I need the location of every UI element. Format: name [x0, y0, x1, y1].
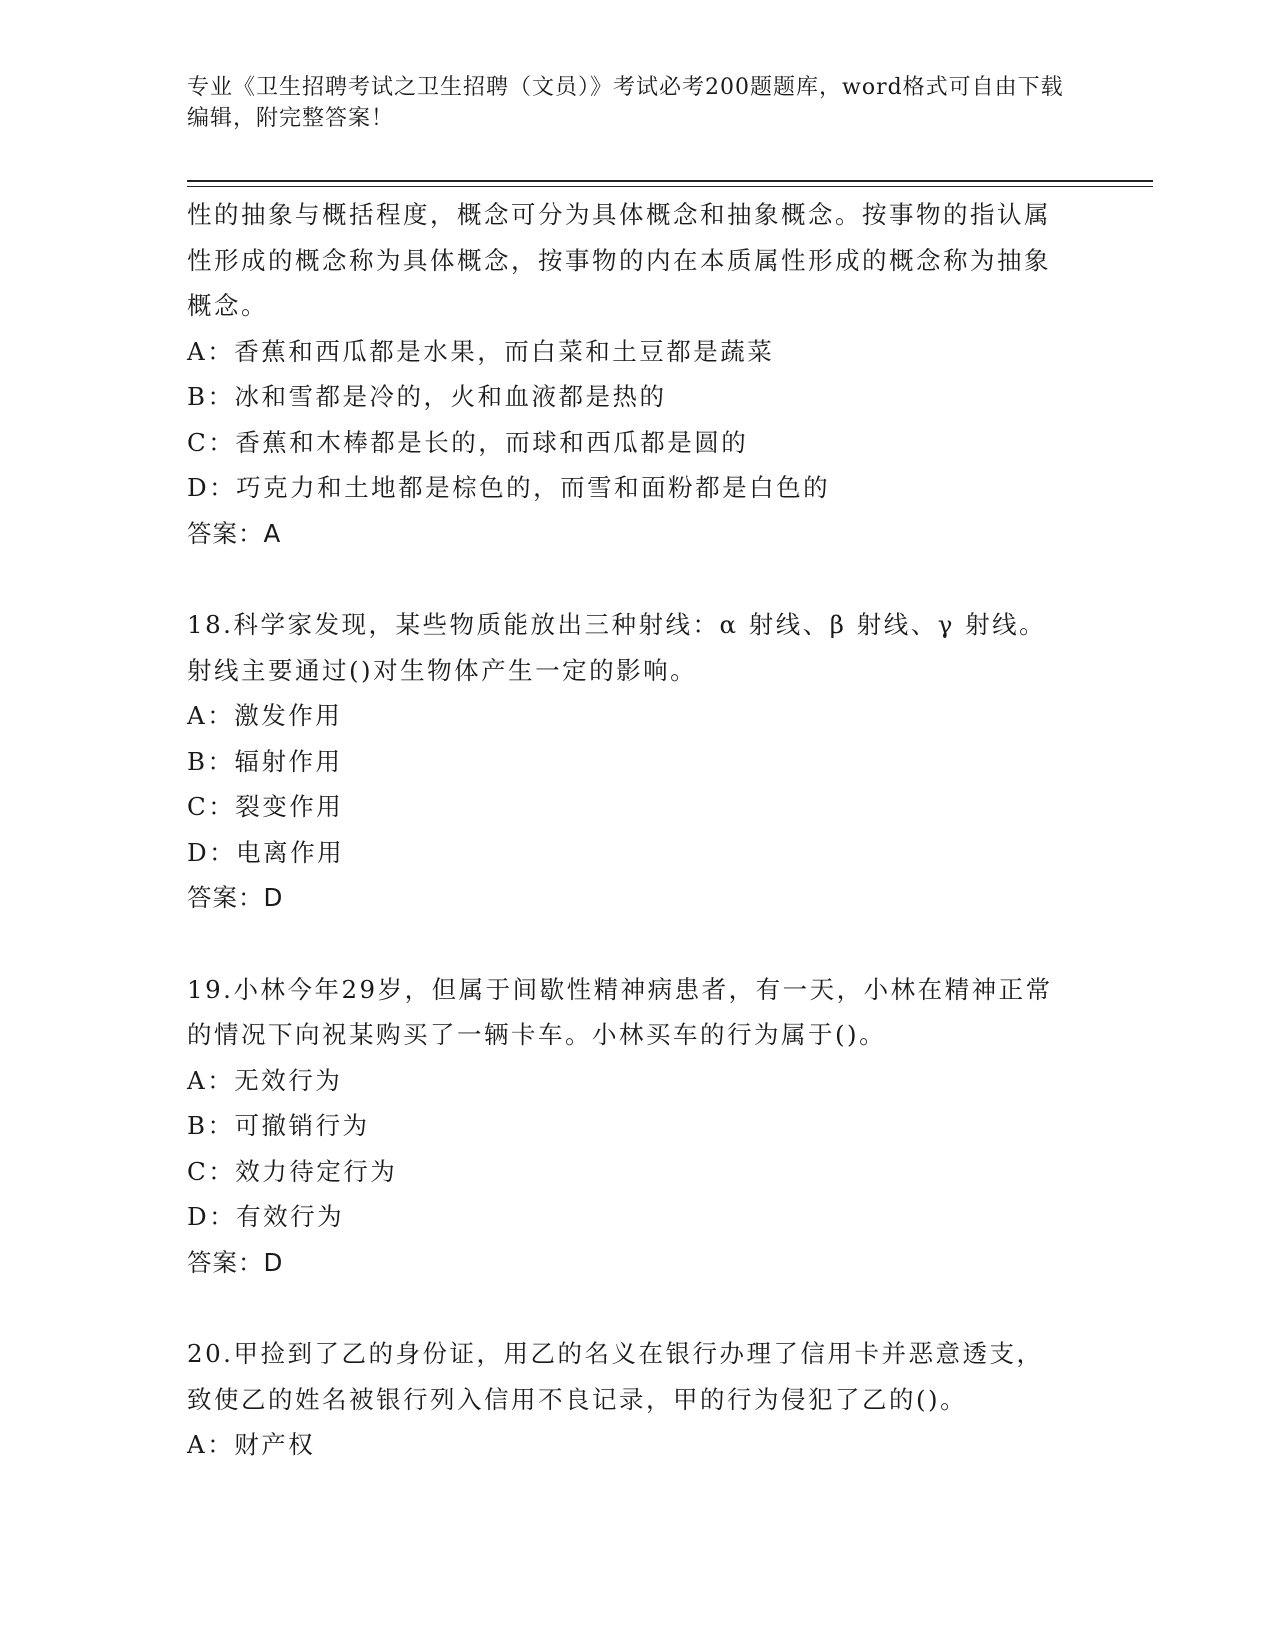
option-d: D：巧克力和土地都是棕色的，而雪和面粉都是白色的 [187, 473, 831, 502]
document-header: 专业《卫生招聘考试之卫生招聘（文员）》考试必考200题题库，word格式可自由下载编辑，附完整答案！ [187, 75, 1064, 131]
question-text: 性的抽象与概括程度，概念可分为具体概念和抽象概念。按事物的指认属性形成的概念称为具体概念，按事物的内在本质属性形成的概念称为抽象概念。 [187, 200, 1051, 320]
header-divider-bottom [187, 186, 1153, 187]
question-stem: 20.甲捡到了乙的身份证，用乙的名义在银行办理了信用卡并恶意透支，致使乙的姓名被银行列入信用不良记录，甲的行为侵犯了乙的()。 [187, 1339, 1044, 1414]
option-c: C：裂变作用 [187, 792, 344, 821]
question-19 [187, 967, 1067, 1286]
option-a: A：激发作用 [187, 701, 343, 730]
header-divider-top [187, 180, 1153, 182]
document-body [187, 192, 1067, 1468]
option-c: C：效力待定行为 [187, 1156, 398, 1186]
option-b: B：冰和雪都是冷的，火和血液都是热的 [187, 382, 667, 411]
spacer [187, 556, 1067, 602]
option-a: A：香蕉和西瓜都是水果，而白菜和土豆都是蔬菜 [187, 336, 775, 366]
option-c: C：香蕉和木棒都是长的，而球和西瓜都是圆的 [187, 427, 749, 457]
question-20 [187, 1331, 1067, 1468]
answer-line: 答案：A [187, 518, 282, 548]
option-b: B：可撤销行为 [187, 1111, 370, 1140]
spacer [187, 921, 1067, 967]
answer-line: 答案：D [187, 883, 284, 912]
answer-line: 答案：D [187, 1247, 284, 1277]
question-17-continued [187, 192, 1067, 556]
spacer [187, 1285, 1067, 1331]
option-b: B：辐射作用 [187, 746, 343, 776]
option-d: D：电离作用 [187, 837, 345, 867]
option-a: A：财产权 [187, 1430, 316, 1459]
question-stem: 18.科学家发现，某些物质能放出三种射线：α 射线、β 射线、γ 射线。射线主要通过()对生物体产生一定的影响。 [187, 610, 1047, 685]
question-18 [187, 602, 1067, 921]
option-a: A：无效行为 [187, 1065, 343, 1095]
option-d: D：有效行为 [187, 1202, 345, 1231]
question-stem: 19.小林今年29岁，但属于间歇性精神病患者，有一天，小林在精神正常的情况下向祝某购买了一辆卡车。小林买车的行为属于()。 [187, 974, 1053, 1049]
